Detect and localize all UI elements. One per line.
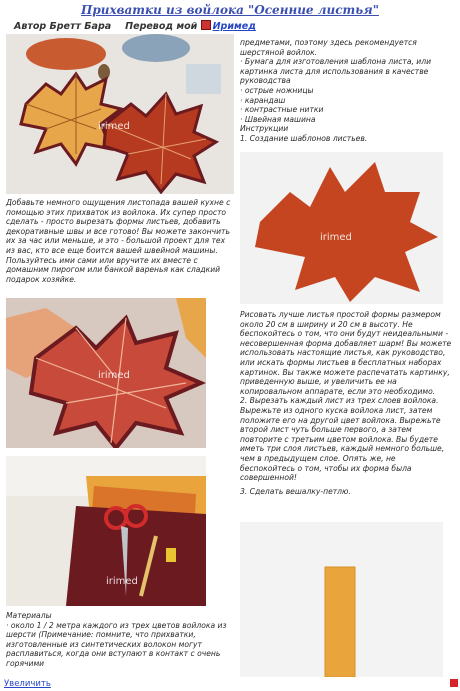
right-col-cont: предметами, поэтому здесь рекомендуется шерстяной войлок. — [240, 38, 417, 57]
list-item-2: · острые ножницы — [240, 85, 314, 95]
step-1: 1. Создание шаблонов листьев. — [240, 133, 368, 143]
user-icon — [201, 20, 211, 30]
footer — [0, 679, 460, 691]
watermark-1: irimed — [98, 121, 130, 132]
materials-section — [6, 611, 236, 669]
watermark-4: irimed — [320, 232, 352, 243]
watermark-3: irimed — [106, 576, 138, 587]
list-item-1: · Бумага для изготовления шаблона листа, или картинка листа для использования в качестве руководства — [240, 57, 432, 86]
author-label: Автор Бретт Бара — [14, 21, 112, 32]
photo-materials — [6, 456, 206, 606]
list-item-4: · контрастные нитки — [240, 105, 324, 115]
step-2-text: 2. Вырезать каждый лист из трех слоев войлока. Вырежьте из одного куска войлока лист, затем положите его на другой цвет войлока. Вырежьте второй лист чуть больше первого, а затем повторите с третьим цветом войлока. Вы будете иметь три слоя листьев, каждый немного больше, чем в предыдущем слое. Опять же, не беспокойтесь о том, чтобы их форма была совершенной! — [240, 396, 445, 483]
list-item-5: · Швейная машина — [240, 114, 316, 124]
materials-heading: Материалы — [6, 611, 52, 620]
translator-link[interactable]: Иримед — [212, 21, 256, 32]
step-1-text: Рисовать лучше листья простой формы размером около 20 см в ширину и 20 см в высоту. Не беспокойтесь о том, что они будут неидеальными - несовершенная форма добавляет шарм! Вы можете использовать настоящие листья, как руководство, или искать формы листьев в бесплатных наборах картинок. Вы также можете распечатать картинку, приведенную выше, и увеличить ее на копировальном аппарате, если это необходимо. — [240, 310, 452, 396]
zoom-link[interactable]: Увеличить — [4, 679, 51, 689]
right-col-top — [240, 38, 452, 144]
materials-item-1: · около 1 / 2 метра каждого из трех цветов войлока из шерсти (Примечание: помните, что прихватки, изготовленные из синтетических волокон могут расплавиться, когда они вступают в контакт с очень горячими — [6, 620, 227, 668]
pin-logo-icon — [450, 679, 458, 687]
photo-leaf-potholders — [6, 34, 234, 194]
photo-hanging-loop — [240, 522, 443, 677]
list-item-3: · карандаш — [240, 95, 286, 105]
watermark-2: irimed — [98, 370, 130, 381]
step-3: 3. Сделать вешалку-петлю. — [240, 486, 351, 496]
page-title[interactable]: Прихватки из войлока "Осенние листья" — [81, 3, 379, 17]
photo-red-leaf — [6, 298, 206, 448]
photo-leaf-template — [240, 152, 443, 304]
instructions-heading: Инструкции — [240, 124, 289, 134]
right-col-steps — [240, 310, 452, 496]
translator-label: Перевод мой — [125, 21, 198, 32]
intro-text — [6, 198, 234, 284]
byline — [14, 20, 256, 32]
intro-paragraph: Добавьте немного ощущения листопада вашей кухне с помощью этих прихваток из войлока. Их супер просто сделать - просто вырезать формы листьев, добавить декоративные швы и все готово! Вы можете закончить их за час или меньше, и это - большой проект для тех из вас, кто все еще боится вашей швейной машины. Пользуйтесь ими сами или вручите их вместе с домашним пирогом или банкой варенья как сладкий подарок хозяйке. — [6, 198, 231, 284]
